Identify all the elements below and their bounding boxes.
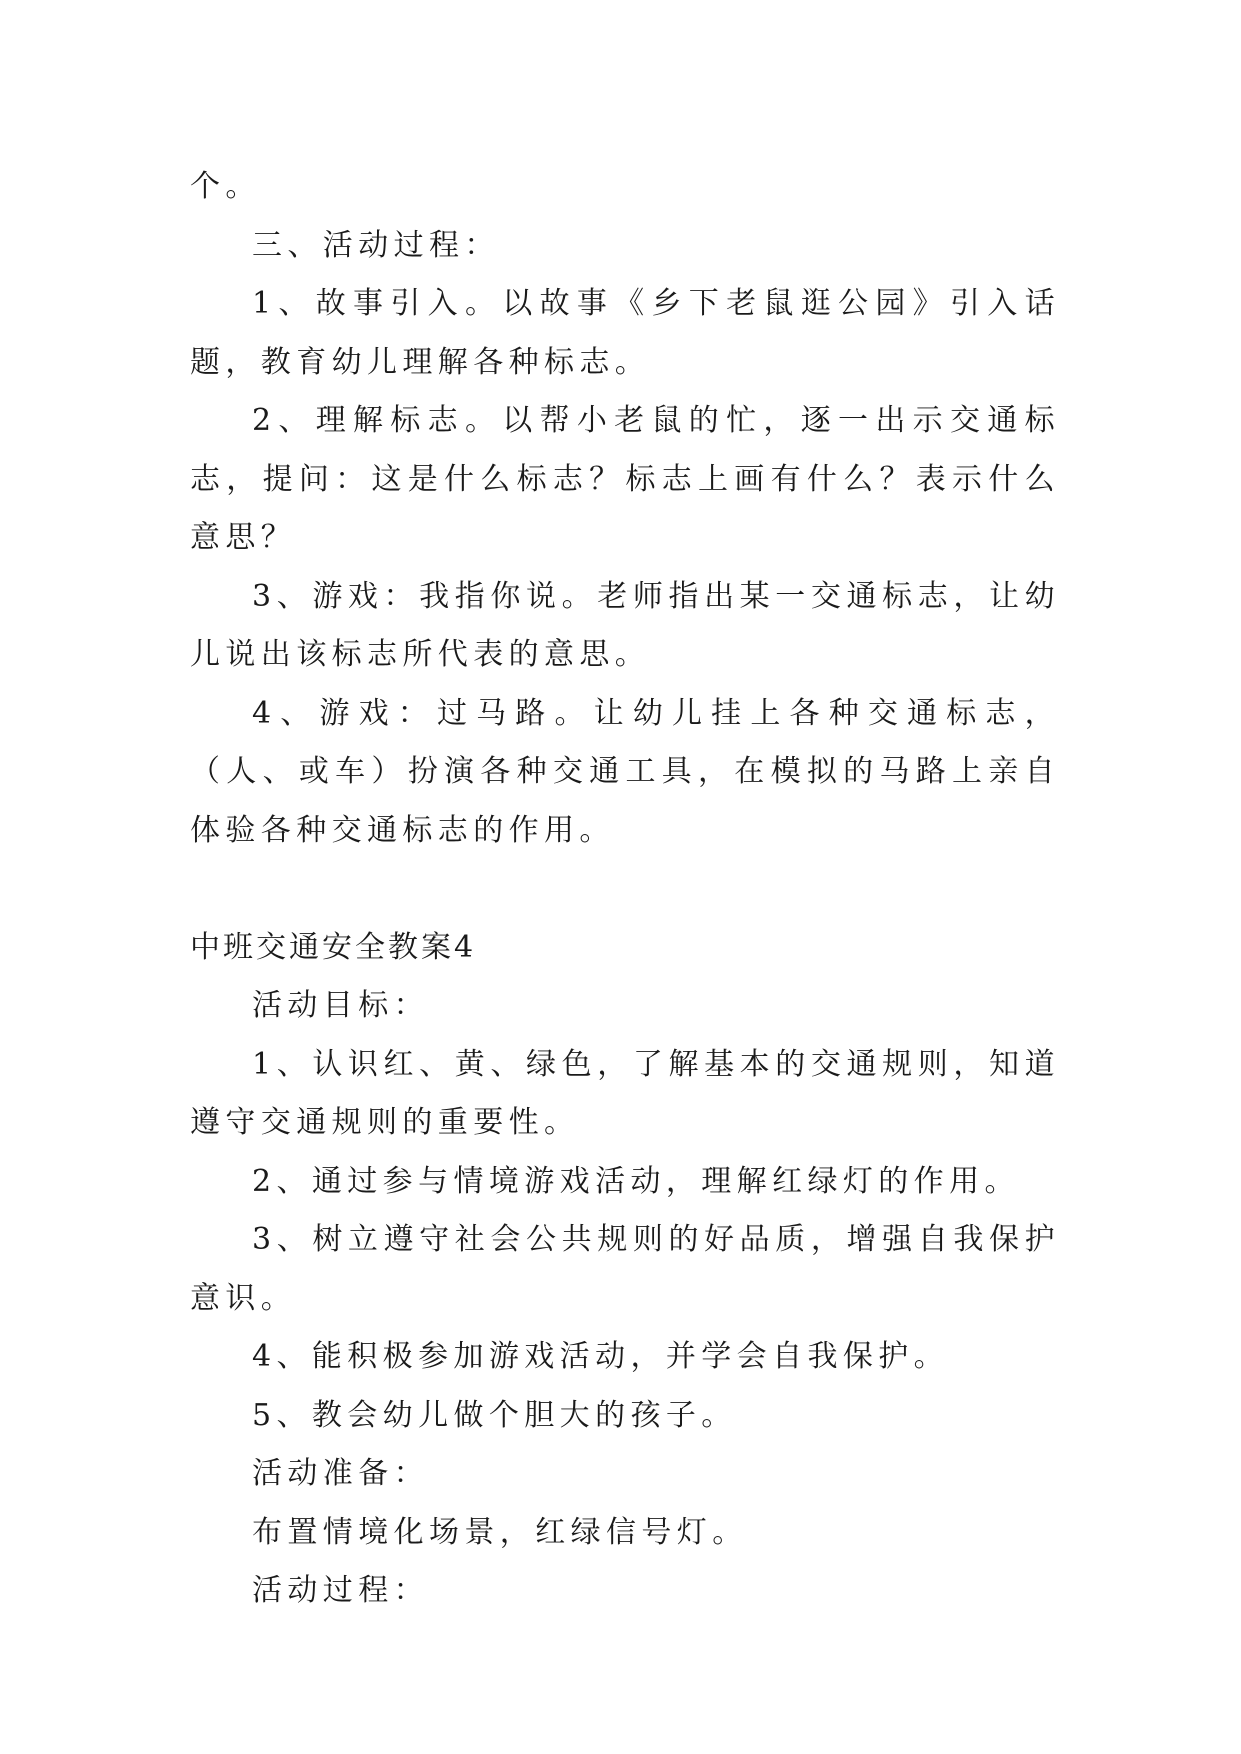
goal-item-1: 1、认识红、黄、绿色，了解基本的交通规则，知道遵守交通规则的重要性。 bbox=[190, 1046, 1060, 1140]
goal-item-4: 4、能积极参加游戏活动，并学会自我保护。 bbox=[252, 1339, 950, 1374]
goal-item-2: 2、通过参与情境游戏活动，理解红绿灯的作用。 bbox=[252, 1163, 1020, 1199]
section-gap bbox=[190, 860, 1060, 919]
process-heading: 三、活动过程： bbox=[252, 227, 500, 263]
process-step-2: 2、理解标志。以帮小老鼠的忙，逐一出示交通标志，提问：这是什么标志？标志上画有什么？表示什么意思？ bbox=[190, 403, 1060, 555]
process-step-1: 1、故事引入。以故事《乡下老鼠逛公园》引入话题，教育幼儿理解各种标志。 bbox=[190, 286, 1060, 380]
lesson-title: 中班交通安全教案4 bbox=[190, 929, 477, 965]
document-body bbox=[190, 158, 1060, 1621]
prep-heading: 活动准备： bbox=[252, 1456, 429, 1491]
process-step-3: 3、游戏：我指你说。老师指出某一交通标志，让幼儿说出该标志所代表的意思。 bbox=[190, 578, 1060, 672]
goals-heading: 活动目标： bbox=[252, 988, 429, 1023]
goal-item-5: 5、教会幼儿做个胆大的孩子。 bbox=[252, 1397, 737, 1433]
continued-text: 个。 bbox=[190, 169, 261, 204]
process-step-4: 4、游戏：过马路。让幼儿挂上各种交通标志，（人、或车）扮演各种交通工具，在模拟的马路上亲自体验各种交通标志的作用。 bbox=[190, 695, 1060, 848]
process-heading-2: 活动过程： bbox=[252, 1573, 429, 1608]
prep-text: 布置情境化场景，红绿信号灯。 bbox=[252, 1514, 748, 1550]
goal-item-3: 3、树立遵守社会公共规则的好品质，增强自我保护意识。 bbox=[190, 1222, 1060, 1316]
